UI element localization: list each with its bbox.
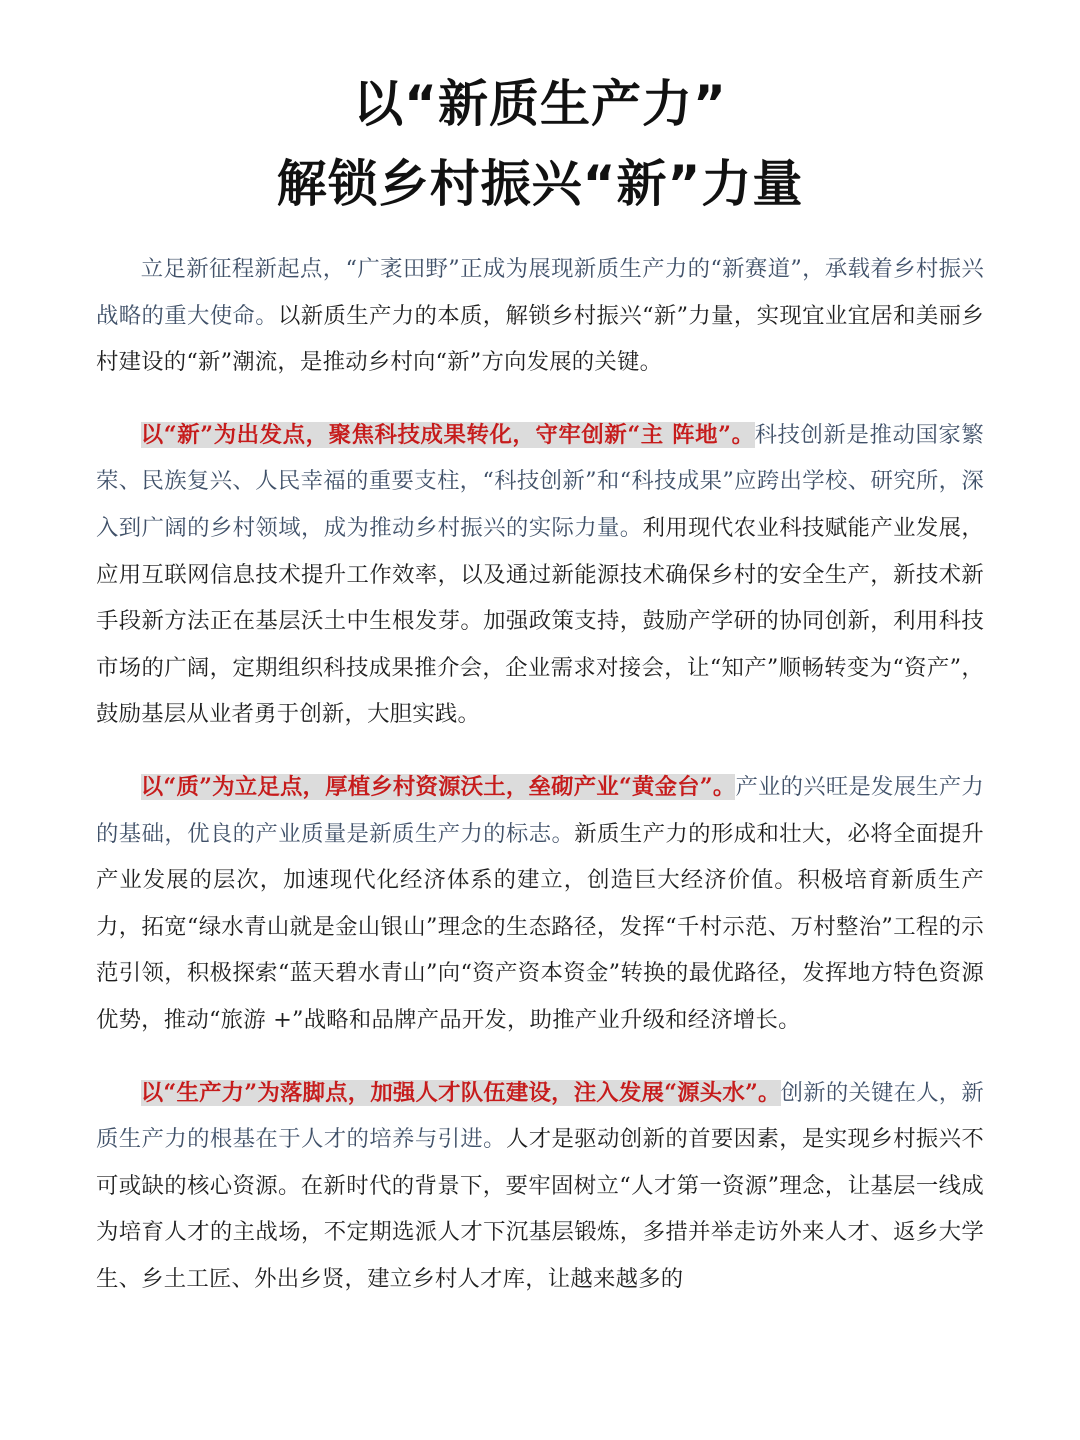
paragraph-intro-lead: 立足新征程新起点，“广袤田野”正成为展现新质生产力的“新赛道”，承载着乡村振兴战略的重大使命。 xyxy=(96,256,984,329)
paragraph-intro xyxy=(96,246,984,386)
paragraph-quality-rest: 新质生产力的形成和壮大，必将全面提升产业发展的层次，加速现代化经济体系的建立，创造巨大经济价值。积极培育新质生产力，拓宽“绿水青山就是金山银山”理念的生态路径，发挥“千村示范、万村整治”工程的示范引领，积极探索“蓝天碧水青山”向“资产资本资金”转换的最优路径，发挥地方特色资源优势，推动“旅游 +”战略和品牌产品开发，助推产业升级和经济增长。 xyxy=(96,820,984,1033)
paragraph-productivity-lead: 创新的关键在人，新质生产力的根基在于人才的培养与引进。 xyxy=(96,1079,984,1153)
paragraph-new-rest: 利用现代农业科技赋能产业发展，应用互联网信息技术提升工作效率，以及通过新能源技术确保乡村的安全生产，新技术新手段新方法正在基层沃土中生根发芽。加强政策支持，鼓励产学研的协同创新，利用科技市场的广阔，定期组织科技成果推介会，企业需求对接会，让“知产”顺畅转变为“资产”，鼓励基层从业者勇于创新，大胆实践。 xyxy=(96,514,984,728)
title-line-2: 解锁乡村振兴“新”力量 xyxy=(276,155,804,213)
paragraph-quality xyxy=(96,764,984,1044)
paragraph-new xyxy=(96,412,984,738)
paragraph-new-lead: 科技创新是推动国家繁荣、民族复兴、人民幸福的重要支柱，“科技创新”和“科技成果”应跨出学校、研究所，深入到广阔的乡村领域，成为推动乡村振兴的实际力量。 xyxy=(96,421,984,541)
paragraph-intro-rest: 以新质生产力的本质，解锁乡村振兴“新”力量，实现宜业宜居和美丽乡村建设的“新”潮流，是推动乡村向“新”方向发展的关键。 xyxy=(96,302,984,376)
title-line-1: 以“新质生产力” xyxy=(353,75,727,133)
paragraph-productivity-heading: 以“生产力”为落脚点，加强人才队伍建设，注入发展“源头水”。 xyxy=(140,1079,781,1106)
paragraph-new-heading: 以“新”为出发点，聚焦科技成果转化，守牢创新“主 阵地”。 xyxy=(140,421,755,448)
paragraph-quality-lead: 产业的兴旺是发展生产力的基础，优良的产业质量是新质生产力的标志。 xyxy=(96,773,984,847)
page-title xyxy=(96,64,984,224)
paragraph-quality-heading: 以“质”为立足点，厚植乡村资源沃土，垒砌产业“黄金台”。 xyxy=(140,773,736,800)
paragraph-productivity-rest: 人才是驱动创新的首要因素，是实现乡村振兴不可或缺的核心资源。在新时代的背景下，要牢固树立“人才第一资源”理念，让基层一线成为培育人才的主战场，不定期选派人才下沉基层锻炼，多措并举走访外来人才、返乡大学生、乡土工匠、外出乡贤，建立乡村人才库，让越来越多的 xyxy=(96,1126,984,1292)
article-body xyxy=(96,246,984,1302)
paragraph-productivity xyxy=(96,1070,984,1303)
